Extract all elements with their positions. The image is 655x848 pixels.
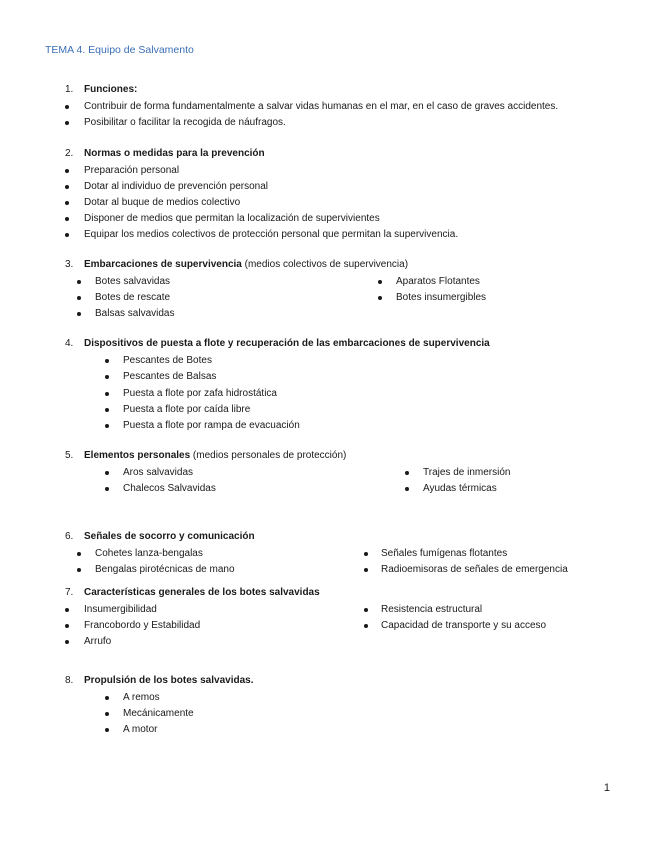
list-item: Capacidad de transporte y su acceso [381,620,547,631]
bullet [378,280,382,284]
list-item: Arrufo [84,636,112,647]
list-item: Puesta a flote por rampa de evacuación [123,420,300,431]
section-title-rest: (medios personales de protección) [190,450,347,461]
list-item: Ayudas térmicas [423,483,497,494]
section-number: 7. [65,587,74,598]
page-number: 1 [603,782,610,794]
section-title: Características generales de los botes salvavidas [84,587,320,598]
section-title: Propulsión de los botes salvavidas. [84,675,254,686]
bullet [105,712,109,716]
bullet [65,185,69,189]
list-item: Botes insumergibles [396,292,487,303]
section-number: 1. [65,84,74,95]
list-item: Señales fumígenas flotantes [381,548,508,559]
bullet [65,105,69,109]
list-item: Cohetes lanza-bengalas [95,548,203,559]
list-item: Botes de rescate [95,292,171,303]
section-number: 2. [65,148,74,159]
bullet [65,608,69,612]
list-item: Aparatos Flotantes [396,276,480,287]
bullet [77,280,81,284]
document-header: TEMA 4. Equipo de Salvamento [45,44,194,56]
bullet [105,487,109,491]
section-number: 8. [65,675,74,686]
section-number: 3. [65,259,74,270]
bullet [65,169,69,173]
list-item: Puesta a flote por caída libre [123,404,251,415]
list-item: Contribuir de forma fundamentalmente a salvar vidas humanas en el mar, en el caso de graves accidentes. [84,101,559,112]
bullet [105,408,109,412]
list-item: Dotar al individuo de prevención personal [84,181,269,192]
bullet [405,471,409,475]
bullet [105,696,109,700]
bullet [364,608,368,612]
bullet [364,624,368,628]
section-title [84,450,346,461]
list-item: Bengalas pirotécnicas de mano [95,564,235,575]
list-item: A motor [123,724,158,735]
section-number: 4. [65,338,74,349]
section-title: Señales de socorro y comunicación [84,531,255,542]
list-item: Botes salvavidas [95,276,171,287]
bullet [105,424,109,428]
bullet [65,217,69,221]
section-number: 6. [65,531,74,542]
list-item: Equipar los medios colectivos de protección personal que permitan la supervivencia. [84,229,459,240]
bullet [364,568,368,572]
bullet [65,201,69,205]
bullet [378,296,382,300]
list-item: A remos [123,692,160,703]
list-item: Posibilitar o facilitar la recogida de náufragos. [84,117,286,128]
list-item: Disponer de medios que permitan la localización de supervivientes [84,213,380,224]
section-title-rest: (medios colectivos de supervivencia) [241,259,409,270]
bullet [65,121,69,125]
bullet [77,568,81,572]
bullet [65,233,69,237]
section-title: Funciones: [84,84,138,95]
bullet [105,359,109,363]
section-title: Normas o medidas para la prevención [84,148,265,159]
bullet [77,312,81,316]
list-item: Mecánicamente [123,708,194,719]
list-item: Chalecos Salvavidas [123,483,216,494]
bullet [405,487,409,491]
list-item: Trajes de inmersión [423,467,511,478]
list-item: Radioemisoras de señales de emergencia [381,564,568,575]
bullet [77,296,81,300]
list-item: Dotar al buque de medios colectivo [84,197,241,208]
bullet [77,552,81,556]
bullet [105,471,109,475]
bullet [364,552,368,556]
list-item: Pescantes de Balsas [123,371,217,382]
bullet [105,392,109,396]
bullet [105,728,109,732]
bullet [65,624,69,628]
section-title-bold: Elementos personales [84,450,191,461]
section-title-bold: Embarcaciones de supervivencia [84,259,242,270]
list-item: Puesta a flote por zafa hidrostática [123,388,277,399]
list-item: Insumergibilidad [84,604,157,615]
section-title [84,259,408,270]
list-item: Balsas salvavidas [95,308,175,319]
list-item: Resistencia estructural [381,604,483,615]
section-title: Dispositivos de puesta a flote y recuperación de las embarcaciones de supervivencia [84,338,490,349]
list-item: Pescantes de Botes [123,355,212,366]
bullet [65,640,69,644]
list-item: Preparación personal [84,165,180,176]
section-number: 5. [65,450,74,461]
list-item: Francobordo y Estabilidad [84,620,201,631]
bullet [105,375,109,379]
list-item: Aros salvavidas [123,467,194,478]
